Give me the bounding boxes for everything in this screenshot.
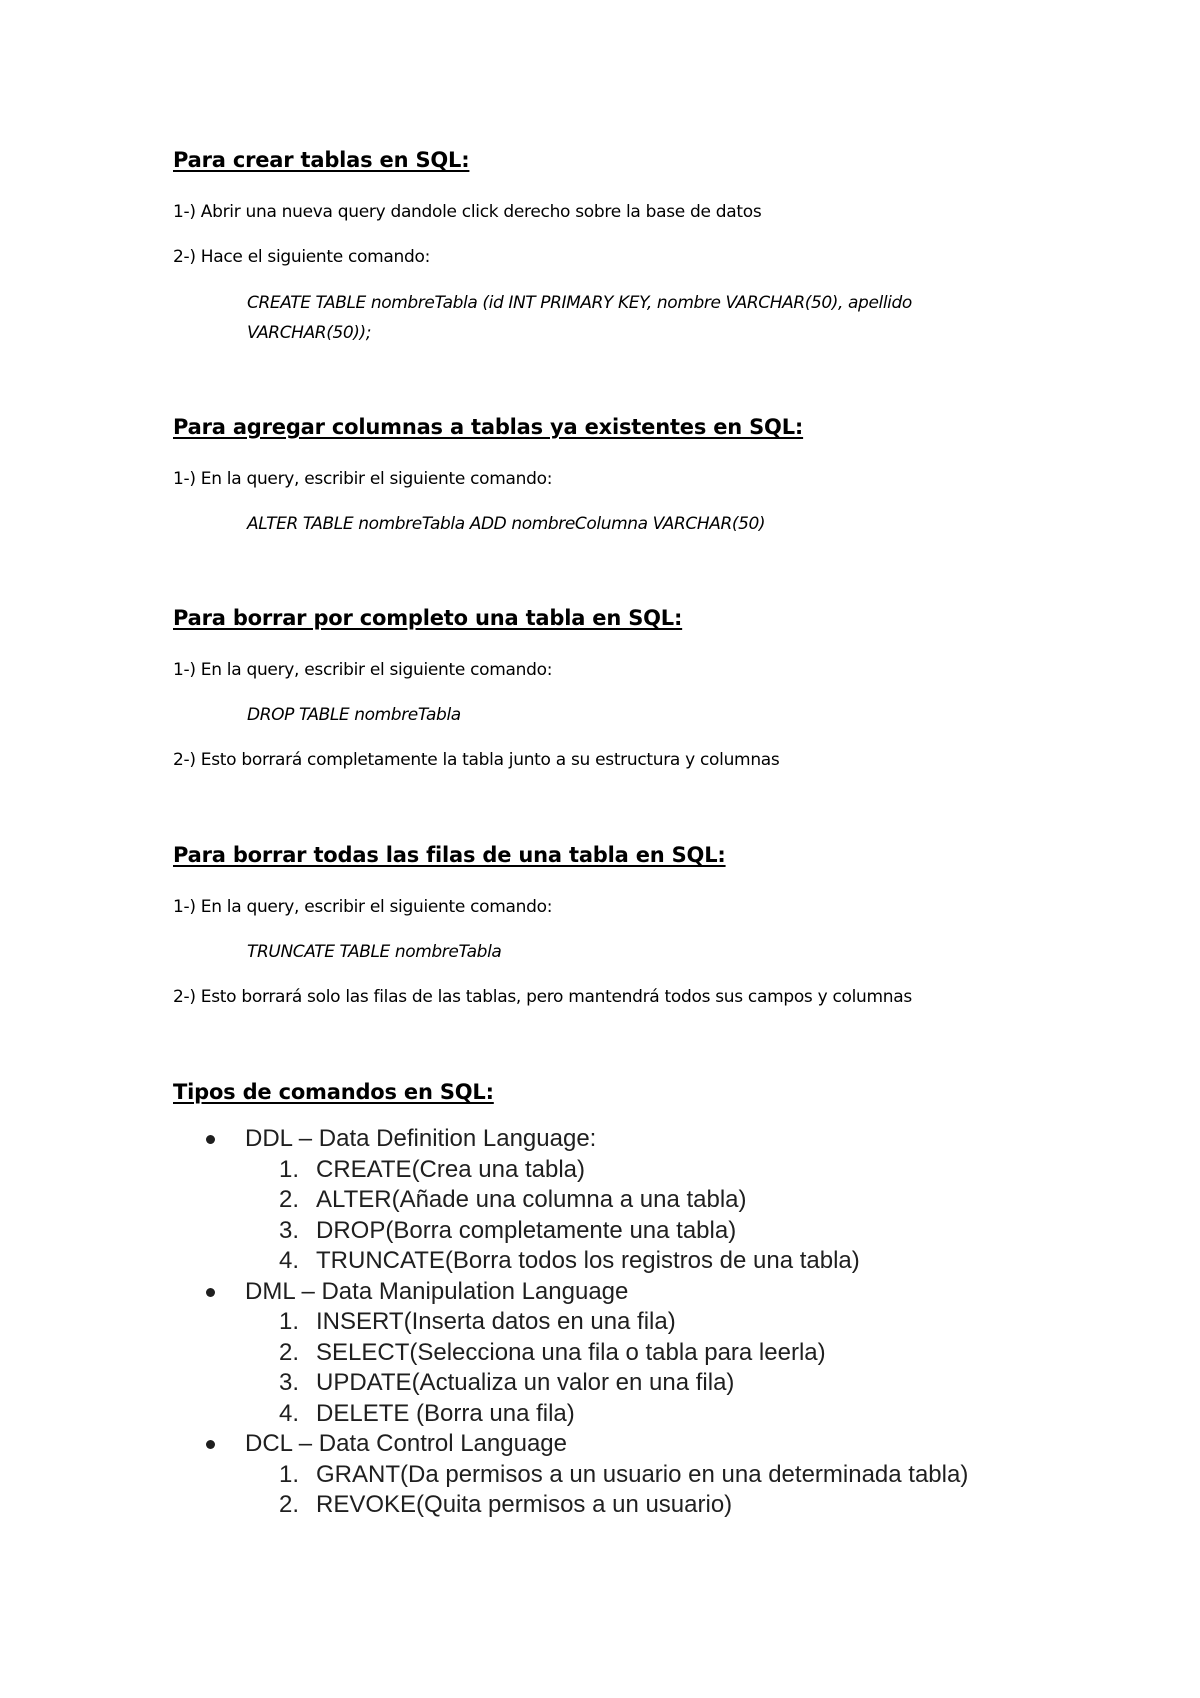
heading-crear-tablas: Para crear tablas en SQL: bbox=[173, 148, 470, 172]
item-text: UPDATE(Actualiza un valor en una fila) bbox=[316, 1369, 735, 1396]
category-dcl bbox=[200, 1429, 1016, 1521]
heading-agregar-columnas: Para agregar columnas a tablas ya existentes en SQL: bbox=[173, 415, 804, 439]
truncar-step-2: 2-) Esto borrará solo las filas de las tablas, pero mantendrá todos sus campos y columnas bbox=[173, 987, 912, 1007]
list-item bbox=[245, 1155, 1016, 1186]
crear-code: CREATE TABLE nombreTabla (id INT PRIMARY KEY, nombre VARCHAR(50), apellido VARCHAR(50)); bbox=[247, 293, 912, 343]
list-item bbox=[245, 1246, 1016, 1277]
agregar-step-1: 1-) En la query, escribir el siguiente comando: bbox=[173, 469, 553, 489]
category-ddl bbox=[200, 1124, 1016, 1277]
item-number: 1. bbox=[279, 1308, 300, 1335]
list-item bbox=[245, 1338, 1016, 1369]
list-item bbox=[245, 1185, 1016, 1216]
item-text: REVOKE(Quita permisos a un usuario) bbox=[316, 1491, 733, 1518]
item-number: 4. bbox=[279, 1399, 300, 1427]
dml-command-list bbox=[245, 1307, 1016, 1429]
item-number: 3. bbox=[279, 1216, 300, 1244]
list-item bbox=[245, 1368, 1016, 1399]
heading-tipos-comandos: Tipos de comandos en SQL: bbox=[173, 1080, 494, 1104]
category-label: DDL – Data Definition Language: bbox=[245, 1125, 597, 1152]
list-item bbox=[245, 1307, 1016, 1338]
item-number: 2. bbox=[279, 1338, 300, 1366]
list-item bbox=[245, 1460, 1016, 1491]
item-text: GRANT(Da permisos a un usuario en una determinada tabla) bbox=[316, 1460, 969, 1488]
item-text: TRUNCATE(Borra todos los registros de una tabla) bbox=[316, 1247, 860, 1274]
item-text: INSERT(Inserta datos en una fila) bbox=[316, 1308, 676, 1335]
item-number: 4. bbox=[279, 1247, 300, 1274]
item-text: SELECT(Selecciona una fila o tabla para leerla) bbox=[316, 1338, 826, 1366]
item-number: 3. bbox=[279, 1369, 300, 1396]
heading-borrar-tabla: Para borrar por completo una tabla en SQL: bbox=[173, 606, 683, 630]
item-text: CREATE(Crea una tabla) bbox=[316, 1155, 585, 1183]
ddl-command-list bbox=[245, 1155, 1016, 1277]
bullet-icon bbox=[206, 1440, 215, 1449]
bullet-icon bbox=[206, 1288, 215, 1297]
category-label: DCL – Data Control Language bbox=[245, 1430, 567, 1457]
crear-step-1: 1-) Abrir una nueva query dandole click derecho sobre la base de datos bbox=[173, 202, 762, 222]
bullet-icon bbox=[206, 1135, 215, 1144]
dcl-command-list bbox=[245, 1460, 1016, 1521]
item-number: 1. bbox=[279, 1460, 300, 1488]
agregar-code: ALTER TABLE nombreTabla ADD nombreColumna VARCHAR(50) bbox=[247, 514, 766, 534]
list-item bbox=[245, 1399, 1016, 1430]
category-label: DML – Data Manipulation Language bbox=[245, 1277, 629, 1305]
item-text: DELETE (Borra una fila) bbox=[316, 1399, 575, 1427]
item-text: DROP(Borra completamente una tabla) bbox=[316, 1216, 737, 1244]
category-dml bbox=[200, 1277, 1016, 1430]
crear-step-2: 2-) Hace el siguiente comando: bbox=[173, 247, 431, 267]
truncar-code: TRUNCATE TABLE nombreTabla bbox=[247, 942, 502, 962]
item-text: ALTER(Añade una columna a una tabla) bbox=[316, 1186, 747, 1213]
borrar-step-1: 1-) En la query, escribir el siguiente comando: bbox=[173, 660, 553, 680]
item-number: 1. bbox=[279, 1155, 300, 1183]
truncar-step-1: 1-) En la query, escribir el siguiente comando: bbox=[173, 897, 553, 917]
item-number: 2. bbox=[279, 1491, 300, 1518]
borrar-step-2: 2-) Esto borrará completamente la tabla junto a su estructura y columnas bbox=[173, 750, 780, 770]
command-types-list bbox=[200, 1124, 1016, 1521]
list-item bbox=[245, 1490, 1016, 1521]
list-item bbox=[245, 1216, 1016, 1247]
borrar-code: DROP TABLE nombreTabla bbox=[247, 705, 461, 725]
item-number: 2. bbox=[279, 1186, 300, 1213]
heading-borrar-filas: Para borrar todas las filas de una tabla en SQL: bbox=[173, 843, 726, 867]
